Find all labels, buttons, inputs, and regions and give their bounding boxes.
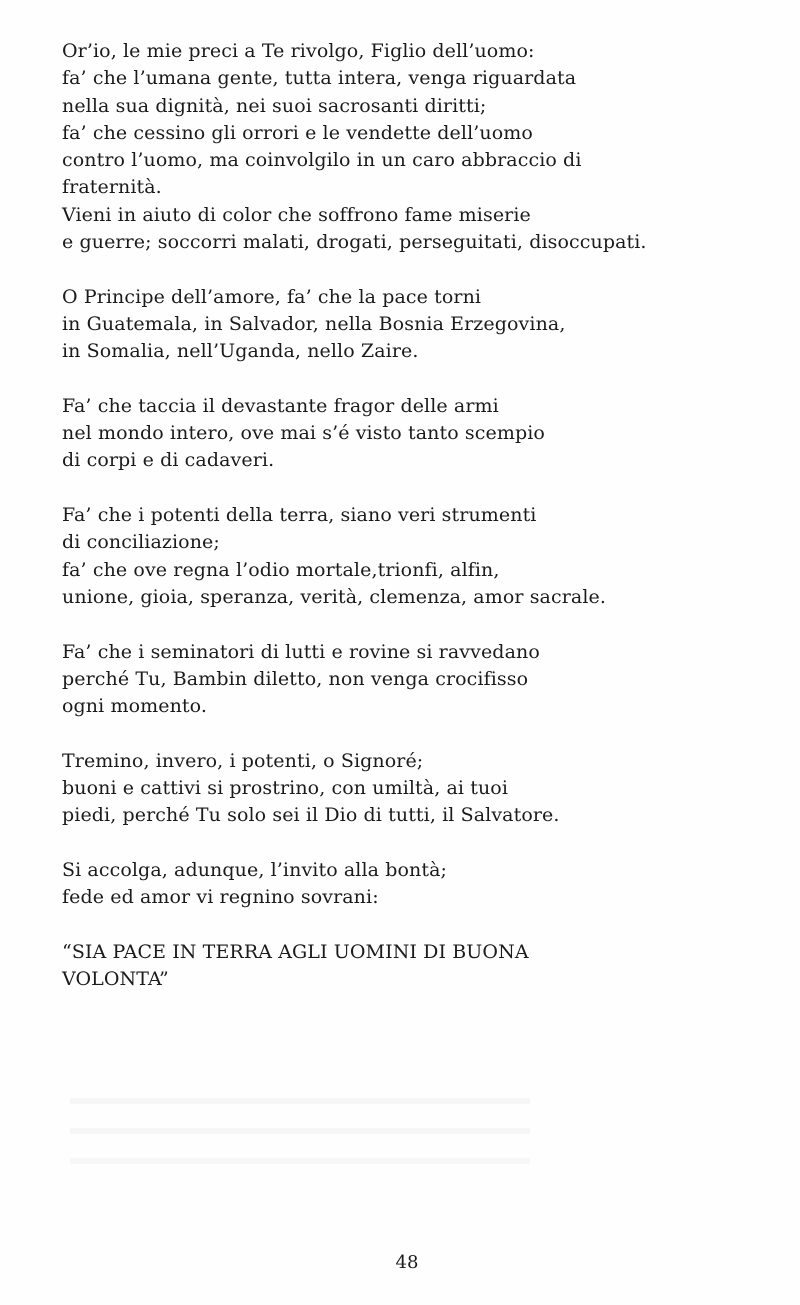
poem-line: Fa’ che taccia il devastante fragor delle armi [62,394,499,417]
poem-line: in Guatemala, in Salvador, nella Bosnia Erzegovina, [62,312,566,335]
poem-line: fede ed amor vi regnino sovrani: [62,886,379,909]
poem-line: buoni e cattivi si prostrino, con umiltà, ai tuoi [62,777,509,800]
poem-line: in Somalia, nell’Uganda, nello Zaire. [62,340,419,363]
poem-body [62,38,762,1021]
poem-line: di conciliazione; [62,531,220,554]
stanza-4 [62,502,762,611]
poem-line: fa’ che ove regna l’odio mortale,trionfi, alfin, [62,558,500,581]
poem-line: e guerre; soccorri malati, drogati, perseguitati, disoccupati. [62,231,647,254]
show-through-line [70,1128,530,1134]
poem-line: O Principe dell’amore, fa’ che la pace torni [62,285,482,308]
poem-line: nel mondo intero, ove mai s’é visto tanto scempio [62,422,545,445]
poem-line: fa’ che cessino gli orrori e le vendette dell’uomo [62,121,533,144]
poem-line: Or’io, le mie preci a Te rivolgo, Figlio dell’uomo: [62,40,535,62]
page-number: 48 [395,1252,419,1273]
poem-line: fa’ che l’umana gente, tutta intera, venga riguardata [62,67,577,90]
stanza-1 [62,38,762,256]
stanza-5 [62,639,762,721]
stanza-3 [62,393,762,475]
poem-line: nella sua dignità, nei suoi sacrosanti diritti; [62,94,487,117]
poem-line: “SIA PACE IN TERRA AGLI UOMINI DI BUONA [62,940,529,963]
poem-line: piedi, perché Tu solo sei il Dio di tutti, il Salvatore. [62,804,560,827]
poem-line: Tremino, invero, i potenti, o Signoré; [62,749,424,772]
stanza-6 [62,748,762,830]
poem-line: Si accolga, adunque, l’invito alla bontà; [62,858,448,881]
show-through-line [70,1098,530,1104]
poem-line: di corpi e di cadaveri. [62,449,275,472]
show-through-line [70,1158,530,1164]
poem-line: Fa’ che i potenti della terra, siano veri strumenti [62,504,537,527]
poem-line: Vieni in aiuto di color che soffrono fame miserie [62,203,531,226]
poem-line: fraternità. [62,176,162,199]
stanza-2 [62,284,762,366]
poem-line: ogni momento. [62,695,207,718]
poem-line: Fa’ che i seminatori di lutti e rovine si ravvedano [62,640,540,663]
poem-line: unione, gioia, speranza, verità, clemenza, amor sacrale. [62,585,606,608]
poem-line: perché Tu, Bambin diletto, non venga crocifisso [62,667,529,690]
stanza-8-closing-quote [62,939,762,994]
stanza-7 [62,857,762,912]
poem-line: contro l’uomo, ma coinvolgilo in un caro abbraccio di [62,149,582,172]
poem-line: VOLONTA” [62,968,169,991]
show-through-shadow [70,1098,530,1188]
